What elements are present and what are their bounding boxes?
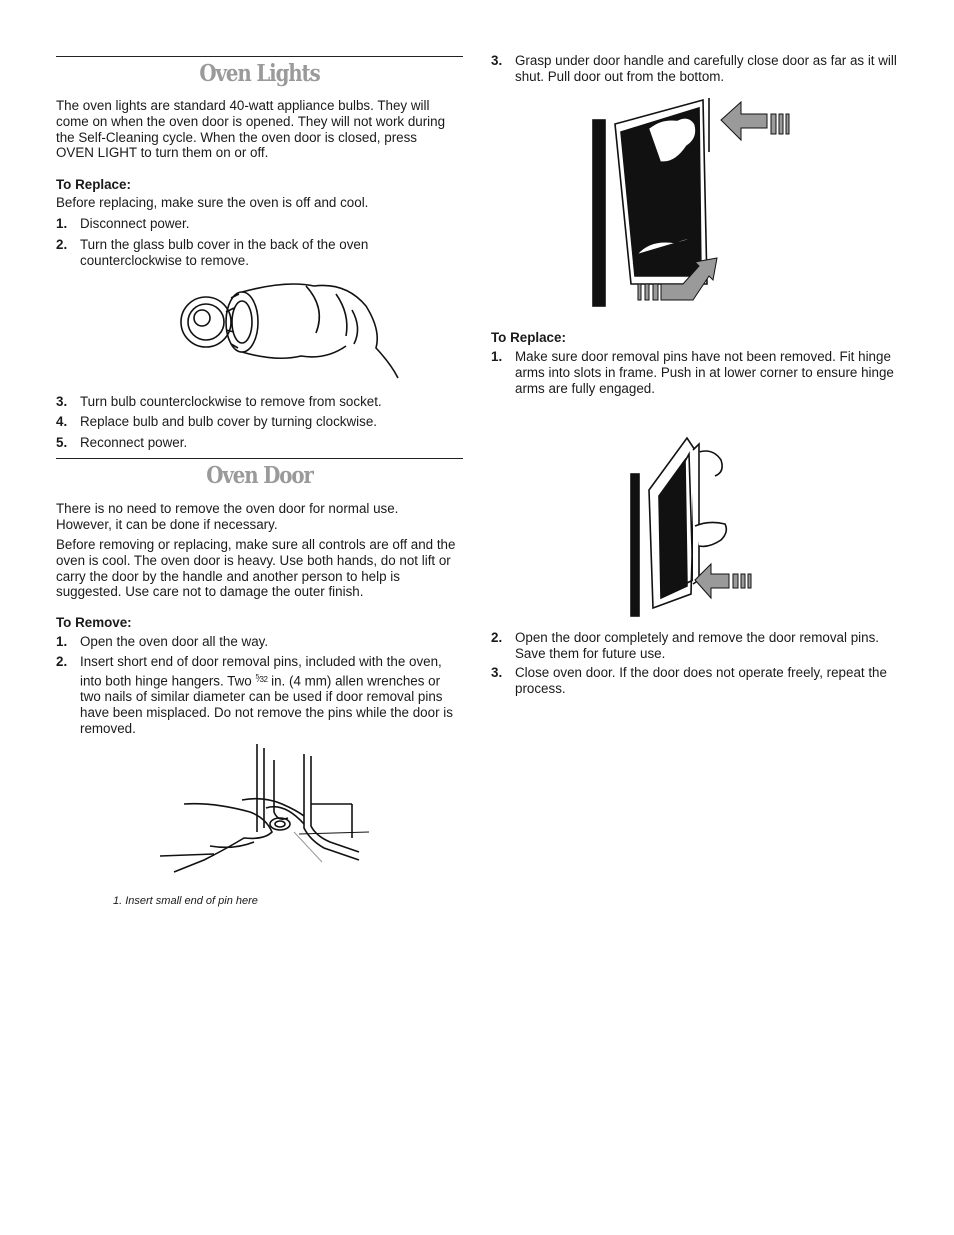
close-door-illustration — [591, 94, 806, 310]
step-text: Grasp under door handle and carefully close door as far as it will shut. Pull door out from the bottom. — [515, 53, 897, 84]
door-para-1: There is no need to remove the oven door for normal use. However, it can be done if necessary. — [56, 501, 399, 532]
step-text: Replace bulb and bulb cover by turning clockwise. — [80, 414, 377, 429]
step-text: Close oven door. If the door does not operate freely, repeat the process. — [515, 665, 887, 696]
oven-door-heading: Oven Door — [206, 462, 313, 489]
oven-lights-intro: The oven lights are standard 40-watt appliance bulbs. They will come on when the oven door is opened. They will not work during the Self-Cleaning cycle. When the oven door is closed, press OVEN LIGHT to turn them on or off. — [56, 98, 446, 161]
hinge-pin-illustration — [154, 742, 369, 877]
step-number: 1. — [56, 216, 68, 231]
step-text-part: in. (4 mm) allen wrenches or two nails of similar diameter can be used if door removal pins have been misplaced. Do not remove the pins while the door is removed. — [80, 673, 453, 736]
step-text: Open the door completely and remove the door removal pins. Save them for future use. — [515, 630, 879, 661]
step-text — [80, 654, 463, 737]
fraction: 5⁄32 — [255, 673, 268, 685]
fraction-numerator: 5 — [255, 673, 259, 681]
step-number: 3. — [491, 665, 503, 680]
door-para-2: Before removing or replacing, make sure all controls are off and the oven is cool. The oven door is heavy. Use both hands, do not lift or carry the door by the handle and another person to help is suggested. Use care not to damage the outer finish. — [56, 537, 456, 600]
door-remove-heading: To Remove: — [56, 615, 132, 630]
replace-door-illustration — [629, 430, 765, 620]
lights-replace-intro: Before replacing, make sure the oven is off and cool. — [56, 195, 369, 210]
door-replace-heading: To Replace: — [491, 330, 566, 345]
step-text: Reconnect power. — [80, 435, 188, 450]
step-number: 2. — [491, 630, 503, 645]
fraction-denominator: 32 — [259, 675, 268, 685]
bulb-cover-illustration — [176, 278, 401, 383]
step-text: Make sure door removal pins have not been removed. Fit hinge arms into slots in frame. Push in at lower corner to ensure hinge arms are fully engaged. — [515, 349, 894, 396]
step-number: 1. — [491, 349, 503, 364]
section-divider — [56, 458, 463, 459]
step-text: Open the oven door all the way. — [80, 634, 269, 649]
step-number: 5. — [56, 435, 68, 450]
lights-replace-heading: To Replace: — [56, 177, 131, 192]
step-number: 3. — [491, 53, 503, 68]
step-text-part: Insert short end of door removal pins, included with the oven, into both hinge hangers. Two — [80, 654, 442, 689]
section-divider — [56, 56, 463, 57]
step-number: 4. — [56, 414, 68, 429]
step-number: 2. — [56, 237, 68, 252]
oven-lights-heading: Oven Lights — [199, 60, 320, 87]
step-text: Turn bulb counterclockwise to remove from socket. — [80, 394, 382, 409]
step-number: 3. — [56, 394, 68, 409]
pin-caption: 1. Insert small end of pin here — [113, 895, 258, 907]
step-number: 2. — [56, 654, 68, 669]
step-text: Turn the glass bulb cover in the back of the oven counterclockwise to remove. — [80, 237, 369, 268]
step-number: 1. — [56, 634, 68, 649]
step-text: Disconnect power. — [80, 216, 190, 231]
